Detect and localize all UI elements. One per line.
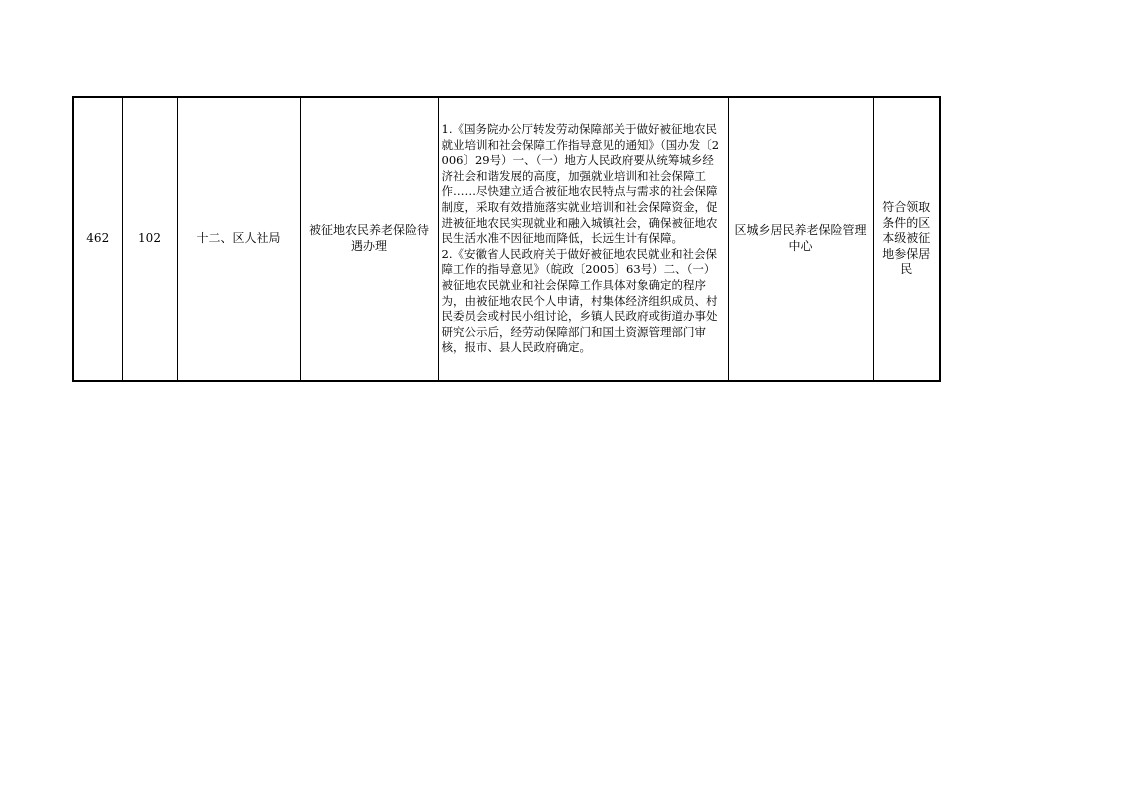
department-cell: 十二、区人社局: [177, 97, 300, 381]
handling-unit-cell: 区城乡居民养老保险管理中心: [728, 97, 873, 381]
sequence-number-cell: 462: [73, 97, 122, 381]
legal-basis-cell: [438, 97, 728, 381]
legal-basis-paragraph-2: 2.《安徽省人民政府关于做好被征地农民就业和社会保障工作的指导意见》（皖政〔2005〕63号）二、（一）被征地农民就业和社会保障工作具体对象确定的程序为，由被征地农民个人申请，村集体经济组织成员、村民委员会或村民小组讨论，乡镇人民政府或街道办事处研究公示后，经劳动保障部门和国土资源管理部门审核，报市、县人民政府确定。: [441, 246, 718, 355]
sub-sequence-number-cell: 102: [122, 97, 177, 381]
conditions-cell: 符合领取条件的区本级被征地参保居民: [873, 97, 940, 381]
matters-table: [72, 96, 941, 382]
legal-basis-paragraph-1: 1.《国务院办公厅转发劳动保障部关于做好被征地农民就业培训和社会保障工作指导意见的通知》（国办发〔2006〕29号）一、（一）地方人民政府要从统筹城乡经济社会和谐发展的高度，加强就业培训和社会保障工作……尽快建立适合被征地农民特点与需求的社会保障制度，采取有效措施落实就业培训和社会保障资金，促进被征地农民实现就业和融入城镇社会，确保被征地农民生活水准不因征地而降低，长远生计有保障。: [441, 122, 720, 246]
item-name-cell: 被征地农民养老保险待遇办理: [300, 97, 438, 381]
table-row: [73, 97, 940, 381]
